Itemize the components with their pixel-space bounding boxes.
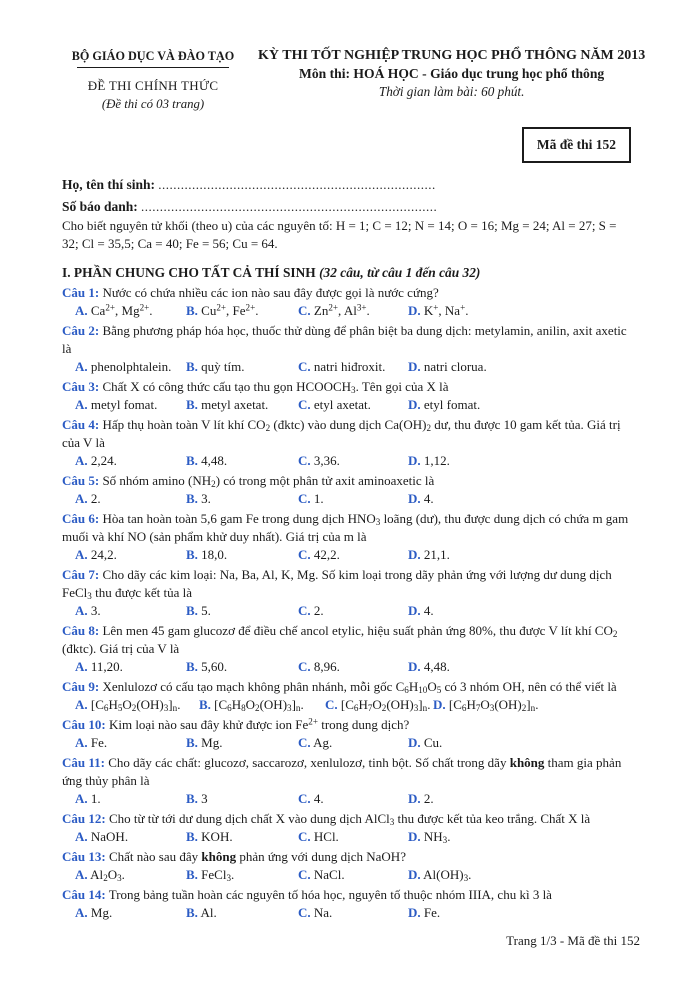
option-text: 4. (420, 491, 434, 506)
question-body (62, 886, 634, 904)
answer-option (75, 602, 186, 620)
option-letter: C. (325, 697, 338, 712)
answer-option (75, 828, 186, 846)
question-body (62, 416, 634, 452)
option-letter: B. (186, 735, 198, 750)
answer-option (298, 546, 408, 564)
answer-option (75, 658, 186, 676)
option-text: 1. (87, 791, 101, 806)
option-letter: A. (75, 791, 88, 806)
question-text: Cho dãy các chất: glucozơ, saccarozơ, xenlulozơ, tinh bột. Số chất trong dãy không tham gia phản ứng thủy phân là (62, 755, 622, 788)
answer-option (298, 866, 408, 884)
page-header (62, 47, 646, 113)
option-text: HCl. (310, 829, 339, 844)
option-text: $Al(OH)_3$. (420, 867, 472, 883)
option-letter: D. (408, 791, 421, 806)
answer-option (186, 396, 298, 414)
option-text: $[C_6H_7O_3(OH)_2]_n$. (445, 697, 539, 713)
question-number: Câu 14: (62, 887, 106, 902)
option-letter: A. (75, 867, 88, 882)
question-text: Chất X có công thức cấu tạo thu gọn $HCOOCH_3$. Tên gọi của X là (102, 379, 449, 395)
question-text: Xenlulozơ có cấu tạo mạch không phân nhánh, mỗi gốc $C_6H_{10}O_5$ có 3 nhóm OH, nên có thể viết là (102, 679, 617, 695)
option-text: K+, Na+. (420, 302, 469, 318)
answer-option (75, 302, 186, 320)
answer-option (298, 396, 408, 414)
answer-option (408, 452, 634, 470)
question-number: Câu 12: (62, 811, 106, 826)
answer-option (325, 696, 433, 714)
option-text: metyl axetat. (197, 397, 269, 412)
answer-option (298, 302, 408, 320)
question-text: Hòa tan hoàn toàn 5,6 gam Fe trong dung dịch $HNO_3$ loãng (dư), thu được dung dịch có chứa m gam muối và khí NO (sản phẩm khử duy nhất). Giá trị của m là (62, 511, 629, 544)
question (62, 566, 634, 620)
question-number: Câu 11: (62, 755, 105, 770)
answer-option (75, 866, 186, 884)
option-text: $Ca^{2+}$, $Mg^{2+}$. (87, 302, 153, 318)
answer-option (408, 790, 634, 808)
option-text: 4,48. (420, 659, 450, 674)
option-text: 18,0. (197, 547, 228, 562)
options-row (62, 602, 634, 620)
option-letter: C. (298, 735, 311, 750)
option-text: natri clorua. (420, 359, 487, 374)
candidate-id-blank: ............................................................................... (141, 199, 438, 214)
question (62, 848, 634, 884)
question-body (62, 322, 634, 358)
option-text: $Al_2O_3$. (87, 867, 125, 883)
option-letter: B. (186, 453, 198, 468)
option-letter: D. (408, 829, 421, 844)
option-text: phenolphtalein. (87, 359, 172, 374)
option-letter: D. (408, 735, 421, 750)
option-letter: C. (298, 547, 311, 562)
option-text: 2. (87, 491, 101, 506)
page-footer: Trang 1/3 - Mã đề thi 152 (506, 933, 640, 948)
option-letter: C. (298, 303, 311, 318)
question-number: Câu 1: (62, 285, 100, 300)
option-letter: C. (298, 603, 311, 618)
candidate-name-row (62, 176, 634, 194)
exam-subject: Môn thi: HOÁ HỌC - Giáo dục trung học phổ thông (299, 66, 605, 81)
option-text: Ag. (310, 735, 333, 750)
answer-option (75, 358, 186, 376)
option-letter: C. (298, 453, 311, 468)
candidate-name-blank: .......................................................................... (158, 177, 436, 192)
option-letter: A. (75, 359, 88, 374)
options-row (62, 546, 634, 564)
question (62, 510, 634, 564)
option-text: natri hiđroxit. (310, 359, 386, 374)
answer-option (75, 790, 186, 808)
answer-option (75, 452, 186, 470)
question-text: Cho từ từ tới dư dung dịch chất X vào dung dịch AlCl$_3$ thu được kết tủa keo trắng. Chất X là (108, 811, 591, 827)
answer-option (408, 734, 634, 752)
option-text: Mg. (197, 735, 223, 750)
answer-option (186, 904, 298, 922)
option-text: $[C_6H_5O_2(OH)_3]_n$. (87, 697, 181, 713)
answer-option (298, 452, 408, 470)
answer-option (298, 658, 408, 676)
pages-note: (Đề thi có 03 trang) (101, 97, 205, 111)
answer-option (408, 602, 634, 620)
option-letter: D. (408, 905, 421, 920)
option-text: NaOH. (87, 829, 129, 844)
options-row (62, 396, 634, 414)
options-row (62, 734, 634, 752)
question-text: Cho dãy các kim loại: Na, Ba, Al, K, Mg. Số kim loại trong dãy phản ứng với lượng dư dung dịch FeCl$_3$ thu được kết tủa là (62, 567, 612, 601)
option-letter: A. (75, 735, 88, 750)
question-text: Hấp thụ hoàn toàn V lít khí $CO_2$ (đktc) vào dung dịch $Ca(OH)_2$ dư, thu được 10 gam kết tủa. Giá trị của V là (62, 417, 621, 450)
answer-option (186, 546, 298, 564)
question (62, 754, 634, 808)
answer-option (75, 696, 199, 714)
answer-option (75, 546, 186, 564)
options-row (62, 828, 634, 846)
answer-option (75, 734, 186, 752)
option-letter: A. (75, 397, 88, 412)
option-letter: A. (75, 659, 88, 674)
candidate-id-row (62, 198, 634, 216)
options-row (62, 452, 634, 470)
question-text: Số nhóm amino $(NH_2)$ có trong một phân tử axit aminoaxetic là (102, 473, 435, 489)
option-text: etyl fomat. (420, 397, 481, 412)
answer-option (75, 904, 186, 922)
header-rule (77, 67, 229, 68)
answer-option (186, 734, 298, 752)
options-row (62, 790, 634, 808)
option-text: KOH. (197, 829, 233, 844)
option-text: $[C_6H_7O_2(OH)_3]_n$. (337, 697, 431, 713)
question-text: Lên men 45 gam glucozơ để điều chế ancol etylic, hiệu suất phản ứng 80%, thu được V lít khí $CO_2$ (đktc). Giá trị của V là (62, 623, 618, 656)
answer-option (408, 396, 634, 414)
options-row (62, 358, 634, 376)
option-letter: C. (298, 867, 311, 882)
option-letter: B. (186, 791, 198, 806)
option-text: 8,96. (310, 659, 340, 674)
option-letter: B. (186, 303, 198, 318)
option-text: 3. (197, 491, 211, 506)
question (62, 810, 634, 846)
option-letter: A. (75, 829, 88, 844)
answer-option (186, 790, 298, 808)
answer-option (186, 452, 298, 470)
question-body (62, 848, 634, 866)
section-subtitle: (32 câu, từ câu 1 đến câu 32) (319, 265, 481, 280)
exam-title: KỲ THI TỐT NGHIỆP TRUNG HỌC PHỔ THÔNG NĂM 2013 (258, 48, 646, 63)
option-text: $Cu^{2+}$, $Fe^{2+}$. (197, 302, 259, 318)
official-exam-label: ĐỀ THI CHÍNH THỨC (87, 78, 219, 93)
question-number: Câu 3: (62, 379, 100, 394)
answer-option (298, 904, 408, 922)
option-text: 4. (310, 791, 324, 806)
option-letter: D. (408, 491, 421, 506)
option-letter: C. (298, 829, 311, 844)
answer-option (408, 546, 634, 564)
question-text: Kim loại nào sau đây khử được ion $Fe^{2+}$ trong dung dịch? (108, 716, 410, 732)
option-text: 2. (420, 791, 434, 806)
exam-code-row (62, 127, 631, 163)
atomic-mass-note: Cho biết nguyên tử khối (theo u) của các nguyên tố: H = 1; C = 12; N = 14; O = 16; Mg = 24; Al = 27; S = 32; Cl = 35,5; Ca = 40; Fe = 56; Cu = 64. (62, 218, 617, 251)
option-letter: D. (408, 659, 421, 674)
option-text: $NH_3$. (420, 829, 451, 845)
question (62, 472, 634, 508)
question-body (62, 284, 634, 302)
answer-option (75, 396, 186, 414)
options-row (62, 490, 634, 508)
exam-code-box: Mã đề thi 152 (522, 127, 631, 163)
option-letter: B. (186, 547, 198, 562)
question-number: Câu 8: (62, 623, 100, 638)
question (62, 378, 634, 414)
option-letter: A. (75, 453, 88, 468)
answer-option (186, 866, 298, 884)
header-left-block (62, 47, 244, 113)
option-letter: B. (186, 905, 198, 920)
option-text: 24,2. (87, 547, 117, 562)
option-letter: C. (298, 905, 311, 920)
answer-option (186, 490, 298, 508)
option-text: FeCl$_3$. (197, 867, 235, 883)
question-number: Câu 4: (62, 417, 100, 432)
option-text: 4. (420, 603, 434, 618)
question (62, 416, 634, 470)
option-letter: B. (186, 829, 198, 844)
question-number: Câu 5: (62, 473, 100, 488)
answer-option (298, 602, 408, 620)
option-text: Fe. (87, 735, 108, 750)
ministry-name: BỘ GIÁO DỤC VÀ ĐÀO TẠO (71, 49, 235, 63)
question-body (62, 472, 634, 490)
option-letter: A. (75, 603, 88, 618)
answer-option (408, 302, 634, 320)
question (62, 622, 634, 676)
option-text: 21,1. (420, 547, 450, 562)
options-row (62, 904, 634, 922)
answer-option (298, 828, 408, 846)
answer-option (408, 358, 634, 376)
question (62, 322, 634, 376)
answer-option (408, 490, 634, 508)
options-row (62, 658, 634, 676)
option-text: quỳ tím. (197, 359, 245, 374)
option-letter: B. (186, 867, 198, 882)
option-letter: D. (408, 867, 421, 882)
option-letter: A. (75, 905, 88, 920)
question-number: Câu 2: (62, 323, 100, 338)
option-letter: A. (75, 547, 88, 562)
question-number: Câu 10: (62, 717, 106, 732)
question-body (62, 810, 634, 828)
option-letter: C. (298, 791, 311, 806)
option-text: Mg. (87, 905, 113, 920)
option-text: Na. (310, 905, 333, 920)
option-letter: A. (75, 303, 88, 318)
option-letter: D. (408, 547, 421, 562)
option-letter: D. (408, 397, 421, 412)
options-row (62, 696, 634, 714)
question (62, 284, 634, 320)
option-text: 3,36. (310, 453, 340, 468)
option-text: $[C_6H_8O_2(OH)_3]_n$. (210, 697, 304, 713)
question-body (62, 622, 634, 658)
options-row (62, 866, 634, 884)
question (62, 886, 634, 922)
questions-list (62, 284, 634, 922)
question-body (62, 378, 634, 396)
option-letter: B. (186, 659, 198, 674)
option-letter: A. (75, 697, 88, 712)
option-letter: B. (186, 603, 198, 618)
question (62, 716, 634, 752)
section-title: I. PHẦN CHUNG CHO TẤT CẢ THÍ SINH (62, 265, 316, 280)
option-text: 5,60. (197, 659, 228, 674)
question (62, 678, 634, 714)
option-letter: A. (75, 491, 88, 506)
question-number: Câu 7: (62, 567, 100, 582)
question-body (62, 566, 634, 602)
option-letter: B. (199, 697, 211, 712)
option-letter: D. (433, 697, 446, 712)
answer-option (186, 828, 298, 846)
option-letter: B. (186, 397, 198, 412)
answer-option (186, 658, 298, 676)
option-text: 3. (87, 603, 101, 618)
option-letter: B. (186, 491, 198, 506)
question-text: Bằng phương pháp hóa học, thuốc thử dùng để phân biệt ba dung dịch: metylamin, anilin, axit axetic là (62, 323, 627, 356)
question-number: Câu 13: (62, 849, 106, 864)
answer-option (199, 696, 325, 714)
option-letter: C. (298, 359, 311, 374)
option-text: Fe. (420, 905, 441, 920)
answer-option (408, 904, 634, 922)
option-text: Cu. (420, 735, 443, 750)
option-letter: C. (298, 659, 311, 674)
option-letter: C. (298, 491, 311, 506)
option-text: 42,2. (310, 547, 340, 562)
answer-option (298, 790, 408, 808)
answer-option (75, 490, 186, 508)
question-text: Trong bảng tuần hoàn các nguyên tố hóa học, nguyên tố thuộc nhóm IIIA, chu kì 3 là (108, 887, 552, 902)
option-letter: D. (408, 453, 421, 468)
option-text: 1,12. (420, 453, 450, 468)
question-body (62, 754, 634, 790)
option-letter: D. (408, 303, 421, 318)
option-text: NaCl. (310, 867, 345, 882)
question-body (62, 510, 634, 546)
answer-option (298, 358, 408, 376)
question-number: Câu 6: (62, 511, 100, 526)
answer-option (408, 658, 634, 676)
answer-option (408, 866, 634, 884)
question-body (62, 716, 634, 734)
question-text: Chất nào sau đây không phản ứng với dung dịch NaOH? (108, 849, 406, 864)
option-letter: B. (186, 359, 198, 374)
answer-option (186, 602, 298, 620)
question-text: Nước có chứa nhiều các ion nào sau đây được gọi là nước cứng? (102, 285, 439, 300)
question-number: Câu 9: (62, 679, 100, 694)
option-text: etyl axetat. (310, 397, 371, 412)
option-text: 2. (310, 603, 324, 618)
option-text: 4,48. (197, 453, 228, 468)
options-row (62, 302, 634, 320)
exam-duration: Thời gian làm bài: 60 phút. (378, 84, 525, 99)
section-heading (62, 264, 634, 282)
option-letter: D. (408, 359, 421, 374)
option-text: 2,24. (87, 453, 117, 468)
candidate-name-label: Họ, tên thí sinh: (62, 177, 156, 192)
answer-option (408, 828, 634, 846)
answer-option (186, 358, 298, 376)
answer-option (298, 490, 408, 508)
option-letter: D. (408, 603, 421, 618)
answer-option (298, 734, 408, 752)
option-text: 3 (197, 791, 208, 806)
option-letter: C. (298, 397, 311, 412)
answer-option (186, 302, 298, 320)
option-text: Al. (197, 905, 217, 920)
header-right-block (244, 47, 645, 101)
answer-option (433, 696, 634, 714)
candidate-id-label: Số báo danh: (62, 199, 138, 214)
option-text: metyl fomat. (87, 397, 158, 412)
option-text: 5. (197, 603, 211, 618)
option-text: $Zn^{2+}$, $Al^{3+}$. (310, 302, 370, 318)
option-text: 11,20. (87, 659, 123, 674)
option-text: 1. (310, 491, 324, 506)
question-body (62, 678, 634, 696)
